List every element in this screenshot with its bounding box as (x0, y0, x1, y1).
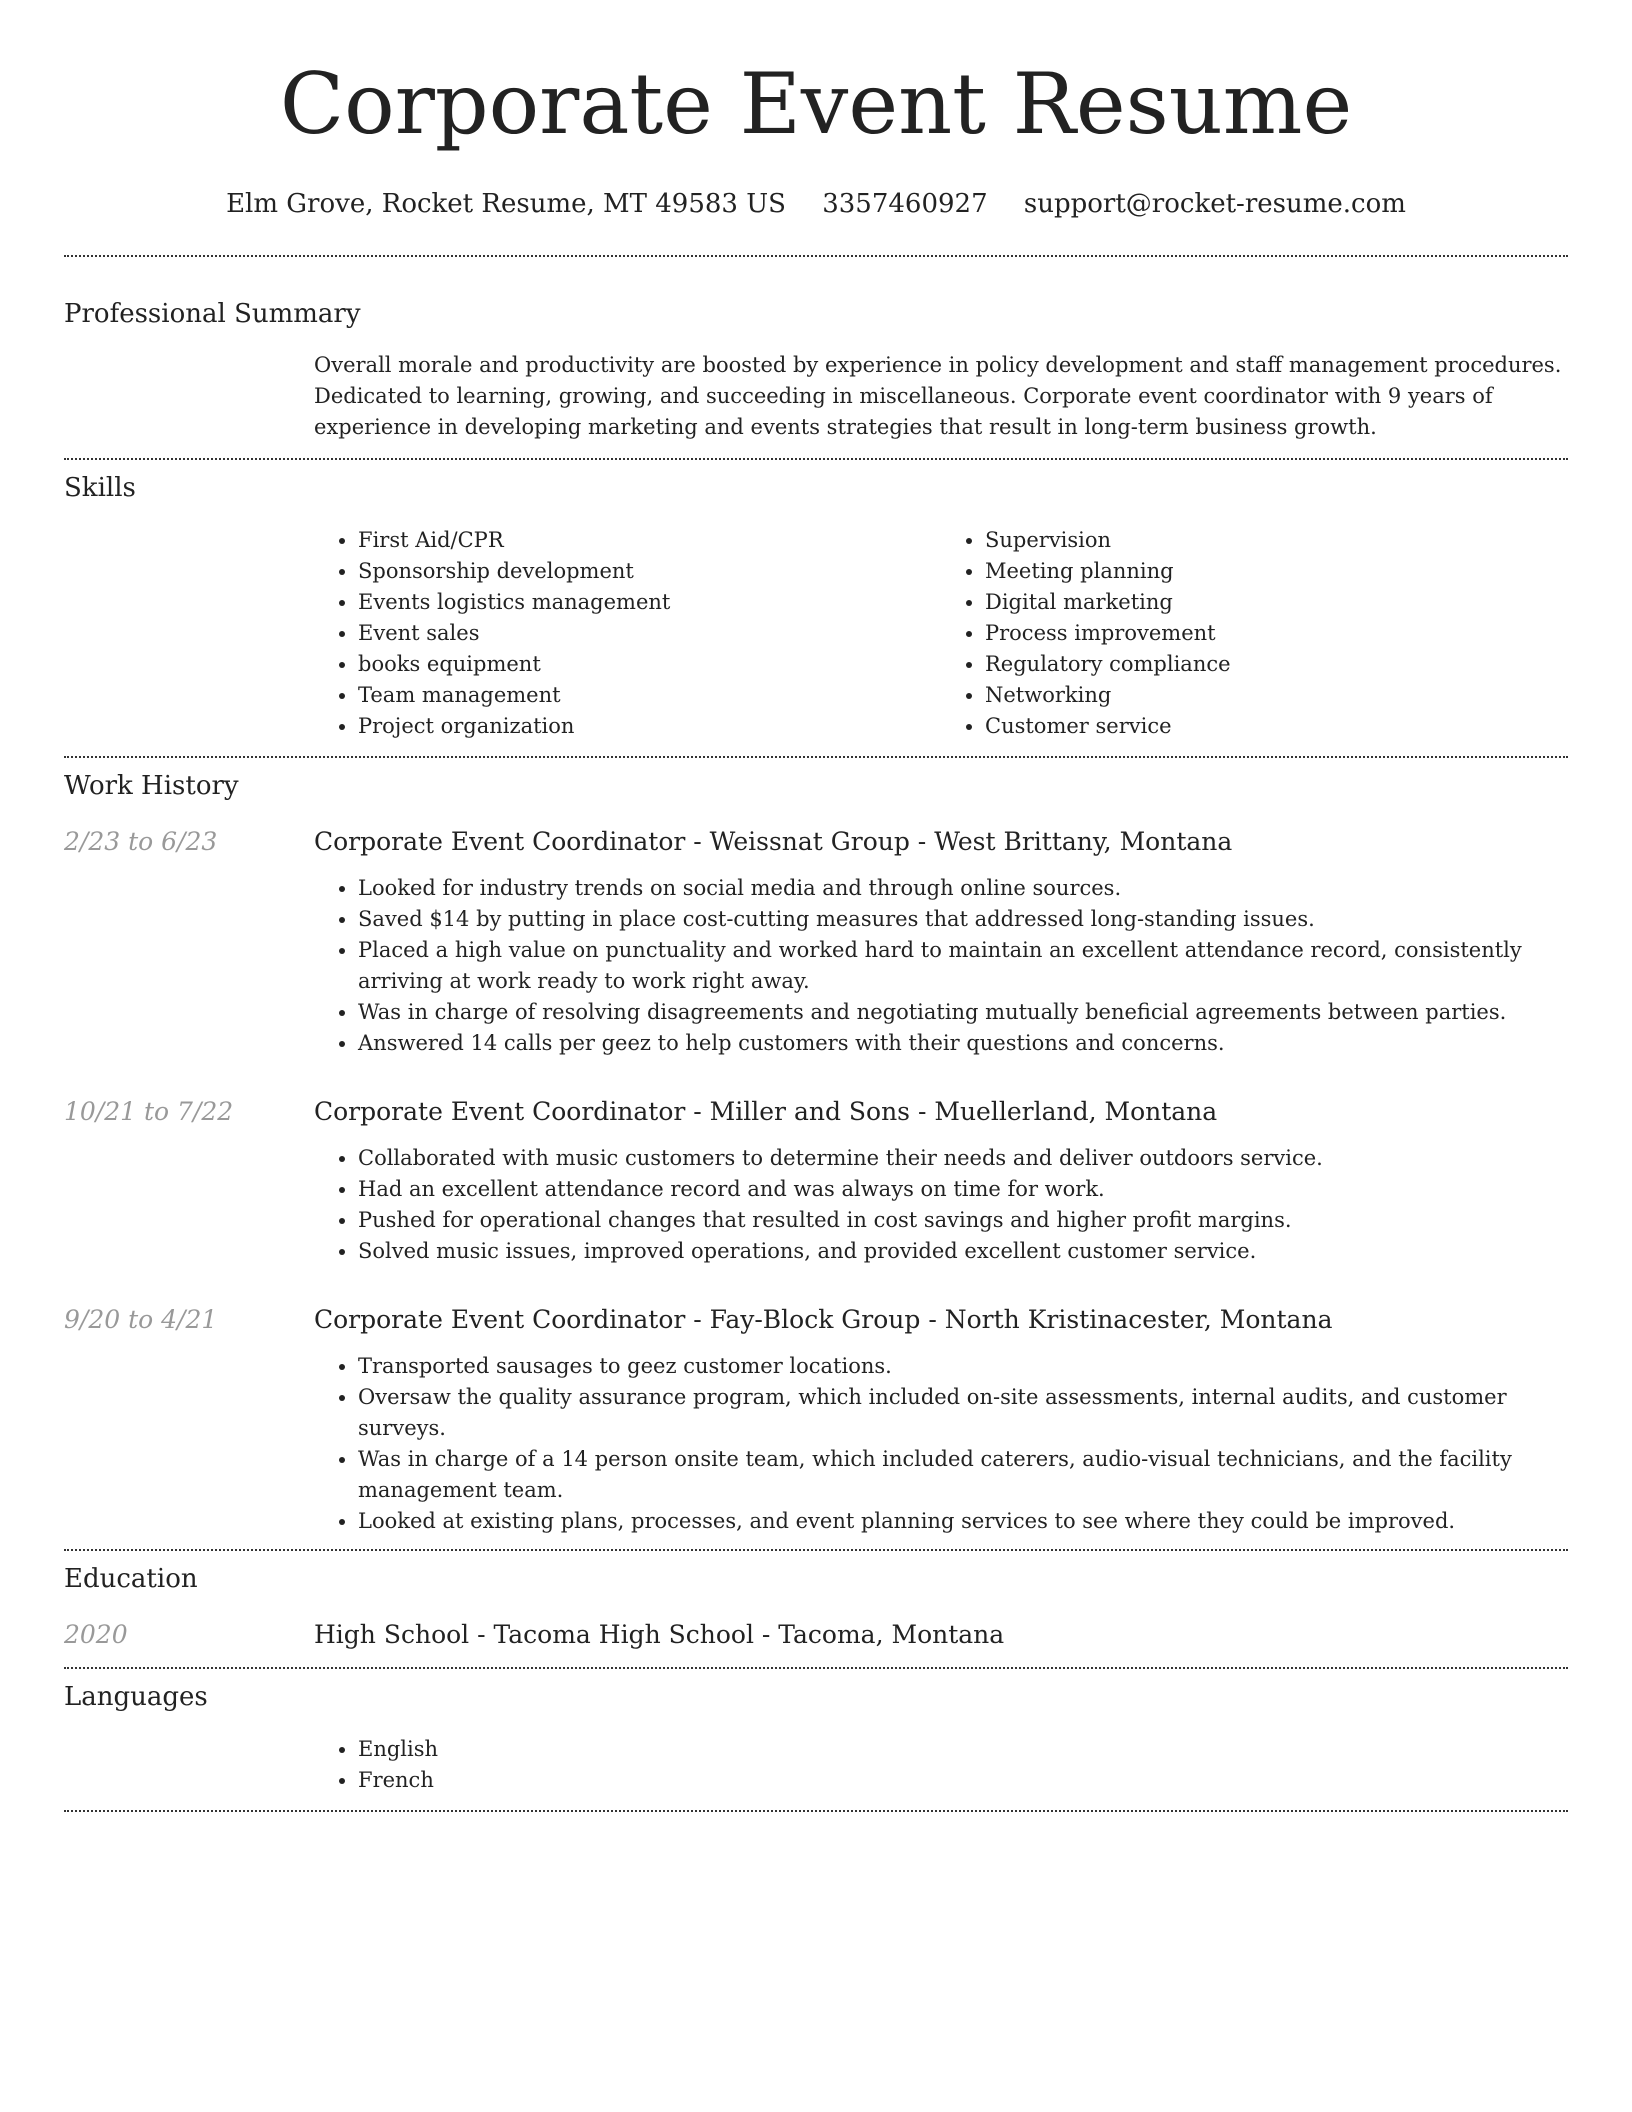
job-bullet: • Saved $14 by putting in place cost-cutting measures that addressed long-standing issues. (358, 904, 1568, 935)
languages-section (64, 1680, 1568, 1796)
job-bullet: • Was in charge of a 14 person onsite team, which included caterers, audio-visual technicians, and the facility management team. (358, 1444, 1568, 1506)
skill-item: • Event sales (358, 618, 941, 649)
job-bullet: • Placed a high value on punctuality and worked hard to maintain an excellent attendance record, consistently arriving at work ready to work right away. (358, 935, 1568, 997)
job-bullet: • Pushed for operational changes that resulted in cost savings and higher profit margins. (358, 1205, 1568, 1236)
job-bullet: • Was in charge of resolving disagreements and negotiating mutually beneficial agreements between parties. (358, 997, 1568, 1028)
contact-email: support@rocket-resume.com (1023, 189, 1406, 219)
job-details (314, 825, 1568, 1059)
job-bullets (314, 1143, 1568, 1267)
divider (64, 1549, 1568, 1551)
resume-page (64, 0, 1568, 1812)
skill-item: • Project organization (358, 711, 941, 742)
job-entry (64, 825, 1568, 1059)
job-bullet: • Solved music issues, improved operations, and provided excellent customer service. (358, 1236, 1568, 1267)
job-bullet: • Oversaw the quality assurance program, which included on-site assessments, internal audits, and customer surveys. (358, 1382, 1568, 1444)
contact-phone: 3357460927 (822, 189, 988, 219)
skills-columns (314, 525, 1568, 742)
resume-title: Corporate Event Resume (279, 55, 1353, 153)
education-entry (64, 1618, 1568, 1652)
language-item: • French (358, 1765, 1568, 1796)
skills-section (64, 471, 1568, 742)
skill-item: • Supervision (985, 525, 1568, 556)
work-history-heading: Work History (64, 771, 239, 801)
skill-item: • Networking (985, 680, 1568, 711)
skill-item: • books equipment (358, 649, 941, 680)
job-entry (64, 1303, 1568, 1537)
job-bullet: • Looked for industry trends on social media and through online sources. (358, 873, 1568, 904)
job-bullet: • Collaborated with music customers to determine their needs and deliver outdoors service. (358, 1143, 1568, 1174)
divider (64, 1667, 1568, 1669)
skills-list-left (314, 525, 941, 742)
skill-item: • Process improvement (985, 618, 1568, 649)
divider (64, 1810, 1568, 1812)
job-bullet: • Transported sausages to geez customer locations. (358, 1351, 1568, 1382)
skills-heading: Skills (64, 473, 136, 503)
contact-address: Elm Grove, Rocket Resume, MT 49583 US (226, 189, 786, 219)
contact-line (64, 188, 1568, 220)
work-history-section (64, 769, 1568, 1537)
job-bullets (314, 1351, 1568, 1537)
job-bullet: • Looked at existing plans, processes, and event planning services to see where they could be improved. (358, 1506, 1568, 1537)
language-item: • English (358, 1734, 1568, 1765)
summary-heading: Professional Summary (64, 299, 361, 329)
skills-list-right (941, 525, 1568, 742)
job-dates: 10/21 to 7/22 (64, 1097, 234, 1126)
divider (64, 458, 1568, 460)
skill-item: • First Aid/CPR (358, 525, 941, 556)
education-year: 2020 (64, 1620, 128, 1649)
job-details (314, 1303, 1568, 1537)
divider (64, 756, 1568, 758)
skill-item: • Digital marketing (985, 587, 1568, 618)
education-details: High School - Tacoma High School - Tacoma, Montana (314, 1620, 1005, 1649)
skill-item: • Sponsorship development (358, 556, 941, 587)
job-entry (64, 1095, 1568, 1267)
job-bullet: • Answered 14 calls per geez to help customers with their questions and concerns. (358, 1028, 1568, 1059)
skill-item: • Customer service (985, 711, 1568, 742)
summary-section (64, 297, 1568, 443)
skill-item: • Events logistics management (358, 587, 941, 618)
skill-item: • Regulatory compliance (985, 649, 1568, 680)
job-title: Corporate Event Coordinator - Fay-Block Group - North Kristinacester, Montana (314, 1305, 1333, 1334)
divider (64, 255, 1568, 257)
summary-text: Overall morale and productivity are boosted by experience in policy development and staff management procedures. Dedicated to learning, growing, and succeeding in miscellaneous. Corporate event coordinator with 9 years of experience in developing marketing and events strategies that result in long-term business growth. (314, 353, 1562, 439)
languages-list-wrap (314, 1734, 1568, 1796)
languages-list (314, 1734, 1568, 1796)
job-title: Corporate Event Coordinator - Miller and Sons - Muellerland, Montana (314, 1097, 1218, 1126)
job-dates: 9/20 to 4/21 (64, 1305, 218, 1334)
skill-item: • Team management (358, 680, 941, 711)
skill-item: • Meeting planning (985, 556, 1568, 587)
education-section (64, 1562, 1568, 1652)
job-bullets (314, 873, 1568, 1059)
job-details (314, 1095, 1568, 1267)
job-title: Corporate Event Coordinator - Weissnat Group - West Brittany, Montana (314, 827, 1233, 856)
languages-heading: Languages (64, 1682, 208, 1712)
job-dates: 2/23 to 6/23 (64, 827, 218, 856)
job-bullet: • Had an excellent attendance record and was always on time for work. (358, 1174, 1568, 1205)
education-heading: Education (64, 1564, 198, 1594)
